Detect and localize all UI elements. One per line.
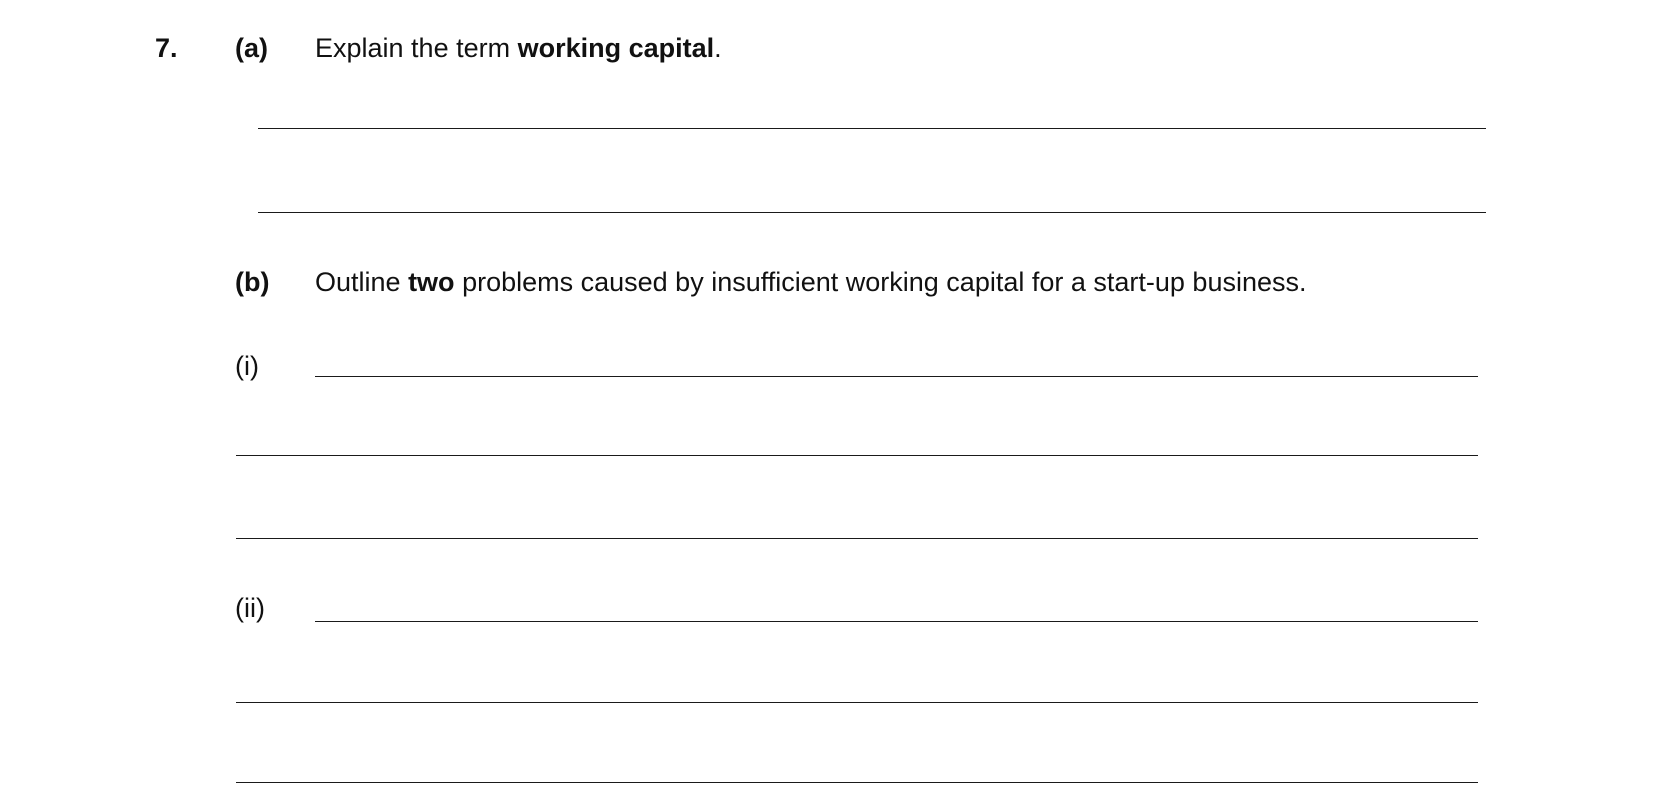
part-b-emphasis: two: [408, 267, 455, 297]
part-b-prompt: [315, 266, 1307, 298]
part-b-text-end: problems caused by insufficient working capital for a start-up business.: [454, 267, 1307, 297]
part-a-period: .: [714, 33, 722, 63]
part-b-text-start: Outline: [315, 267, 409, 297]
part-a-prompt: [315, 32, 722, 64]
part-b-label: (b): [235, 267, 270, 297]
answer-line-ii1[interactable]: [315, 621, 1478, 622]
answer-line-a1[interactable]: [258, 128, 1486, 129]
answer-line-i3[interactable]: [236, 538, 1478, 539]
answer-line-ii3[interactable]: [236, 782, 1478, 783]
part-a-label: (a): [235, 33, 268, 63]
answer-line-i1[interactable]: [315, 376, 1478, 377]
question-number: 7.: [155, 33, 178, 63]
sub-item-i-label: (i): [235, 351, 259, 381]
sub-item-ii-label: (ii): [235, 593, 265, 623]
answer-line-ii2[interactable]: [236, 702, 1478, 703]
part-a-key-term: working capital: [517, 33, 715, 63]
answer-line-a2[interactable]: [258, 212, 1486, 213]
answer-line-i2[interactable]: [236, 455, 1478, 456]
part-a-text: Explain the term: [315, 33, 518, 63]
